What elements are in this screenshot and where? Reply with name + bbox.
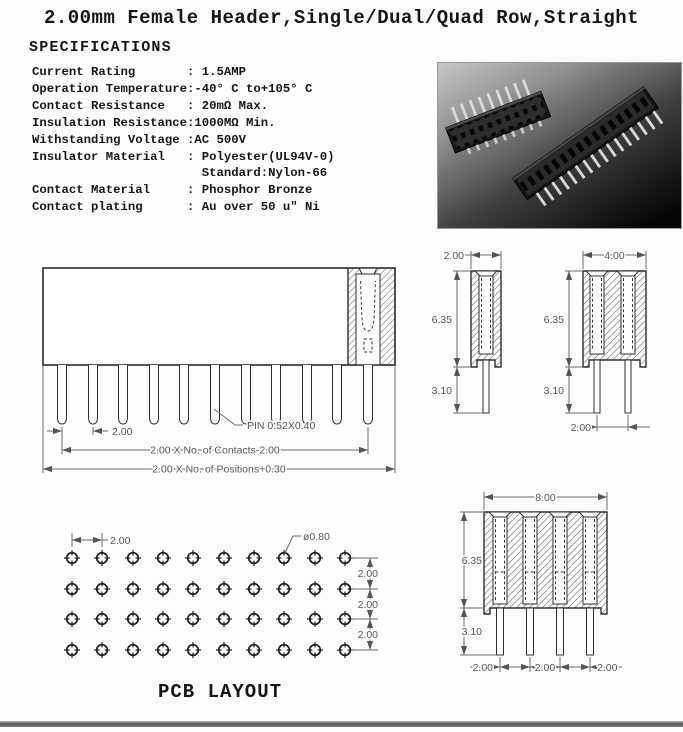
side-views-drawing [420, 240, 683, 445]
quad-pitch2-label: 2.00 [534, 662, 556, 674]
spec-row [32, 165, 335, 182]
specifications-list [32, 64, 335, 216]
dual-width-label: 4.00 [604, 250, 625, 262]
dual-pin-label: 3.10 [543, 385, 564, 397]
quad-pitch1-label: 2.00 [472, 662, 493, 674]
spec-value: : Polyester(UL94V-0) [186, 149, 335, 164]
dual-height-label: 6.35 [543, 314, 564, 326]
spec-label: Contact plating [32, 200, 143, 215]
dim-contacts-label: 2.00 X No. of Contacts-2.00 [150, 444, 280, 457]
spec-label: Withstanding Voltage [32, 132, 180, 147]
quad-height-label: 6.35 [461, 555, 482, 567]
pcb-pitch-y3-label: 2.00 [357, 629, 378, 641]
quad-pitch3-label: 2.00 [597, 662, 618, 674]
spec-row [32, 98, 335, 115]
spec-value: :AC 500V [186, 132, 246, 147]
dim-pitch-label: 2.00 [112, 426, 133, 438]
pin-size-label: PIN 0.52X0.40 [247, 420, 316, 432]
dim-positions-label: 2.00 X No. of Positions+0.30 [152, 463, 286, 476]
quad-pins [497, 608, 594, 655]
spec-label: Insulator Material [32, 149, 165, 164]
pcb-layout-heading: PCB LAYOUT [157, 681, 283, 703]
page-title: 2.00mm Female Header,Single/Dual/Quad Row,Straight [43, 7, 640, 29]
dual-row-view [544, 250, 650, 434]
spec-label: Insulation Resistance [32, 115, 187, 130]
product-photo [437, 62, 682, 229]
pcb-layout-drawing [38, 523, 423, 671]
footer-bar [0, 721, 683, 727]
pcb-pitch-y2-label: 2.00 [357, 599, 378, 611]
spec-value: : Phosphor Bronze [186, 183, 313, 198]
front-view-drawing [33, 257, 411, 485]
single-height-label: 6.35 [431, 314, 452, 326]
spec-label: Contact Material [32, 183, 151, 198]
single-pin-label: 3.10 [431, 385, 452, 397]
pcb-hole-grid [64, 550, 353, 658]
spec-row [32, 149, 335, 166]
quad-width-label: 8.00 [535, 492, 556, 504]
spec-row [32, 199, 335, 216]
spec-value: : 20mΩ Max. [186, 98, 269, 113]
spec-row [32, 81, 335, 98]
pcb-hole-dia-label: ø0.80 [303, 531, 330, 543]
spec-row [32, 182, 335, 199]
quad-row-drawing [440, 482, 683, 692]
spec-label: Contact Resistance [32, 98, 165, 113]
single-row-view [432, 250, 501, 413]
spec-label: Current Rating [32, 65, 136, 79]
front-view-pins [58, 365, 373, 424]
pcb-pitch-x-label: 2.00 [110, 535, 131, 547]
pcb-dimensions [72, 531, 378, 650]
spec-label: Operation Temperature [32, 81, 187, 96]
pcb-pitch-y1-label: 2.00 [357, 568, 378, 580]
spec-row [32, 132, 335, 149]
dual-pitch-label: 2.00 [570, 422, 591, 434]
quad-pin-label: 3.10 [461, 626, 482, 638]
specifications-heading: SPECIFICATIONS [29, 39, 172, 56]
single-width-label: 2.00 [443, 250, 464, 262]
spec-value: : 1.5AMP [186, 65, 246, 79]
spec-row [32, 115, 335, 132]
spec-row [32, 64, 335, 81]
spec-value: Standard:Nylon-66 [186, 166, 328, 181]
spec-value: :-40° C to+105° C [186, 81, 313, 96]
spec-value: :1000MΩ Min. [186, 115, 276, 130]
spec-value: : Au over 50 u" Ni [186, 200, 320, 215]
